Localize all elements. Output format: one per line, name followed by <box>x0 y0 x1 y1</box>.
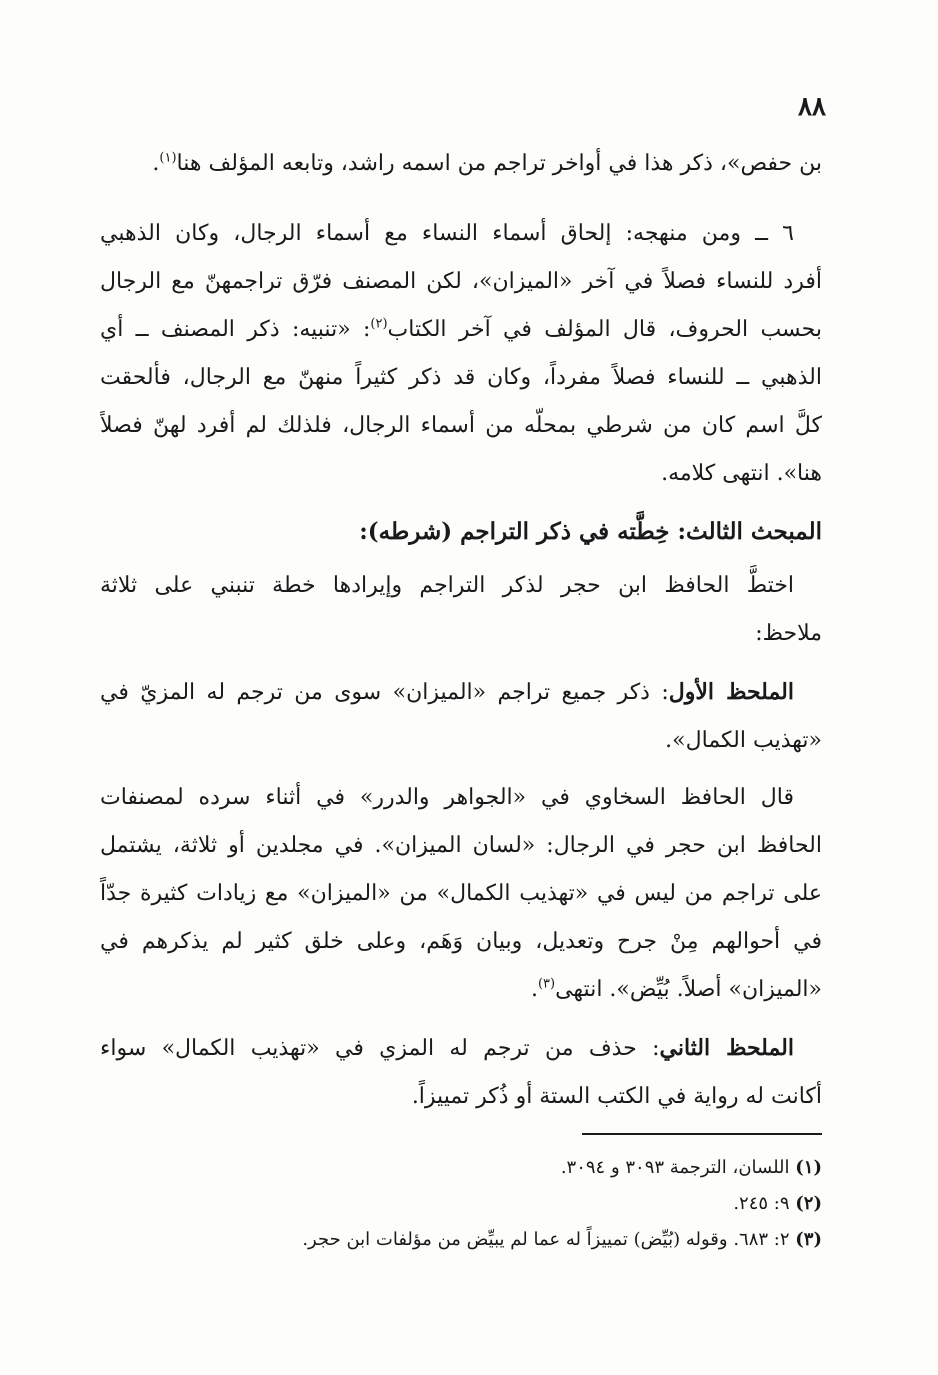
second-note-label: الملحظ الثاني <box>659 1035 794 1061</box>
text-line <box>100 306 822 354</box>
paragraph-first-note <box>100 668 822 765</box>
text-span: بحسب الحروف، قال المؤلف في آخر الكتاب <box>387 317 822 342</box>
text-line: «تهذيب الكمال». <box>665 728 822 753</box>
footnote-3 <box>100 1222 822 1258</box>
text-line: هنا». انتهى كلامه. <box>661 461 822 486</box>
text-line: قال الحافظ السخاوي في «الجواهر والدرر» في أثناء سرده لمصنفات <box>100 785 794 810</box>
footnote-number: (١) <box>795 1157 822 1178</box>
text-span: : حذف من ترجم له المزي في «تهذيب الكمال» سواء <box>100 1036 660 1061</box>
text-span: بن حفص»، ذكر هذا في أواخر تراجم من اسمه راشد، وتابعه المؤلف هنا <box>176 151 822 176</box>
text-line: على تراجم من ليس في «تهذيب الكمال» من «الميزان» مع زيادات كثيرة جدّاً <box>100 881 822 906</box>
text-line: الحافظ ابن حجر في الرجال: «لسان الميزان». في مجلدين أو ثلاثة، يشتمل <box>100 833 822 858</box>
paragraph-second-note <box>100 1024 822 1121</box>
text-line: ٦ ــ ومن منهجه: إلحاق أسماء النساء مع أسماء الرجال، وكان الذهبي <box>100 221 794 246</box>
footnote-text: ٩: ٢٤٥. <box>733 1193 790 1214</box>
footnote-number: (٢) <box>795 1193 822 1214</box>
footnote-divider <box>582 1133 822 1135</box>
footnote-text: اللسان، الترجمة ٣٠٩٣ و ٣٠٩٤. <box>560 1157 790 1178</box>
text-line: الذهبي ــ للنساء فصلاً مفرداً، وكان قد ذكر كثيراً منهنّ مع الرجال، فألحقت <box>100 365 822 390</box>
footnote-2 <box>100 1186 822 1222</box>
paragraph-sakhawi-quote <box>100 774 822 1014</box>
section-heading: المبحث الثالث: خِطَّته في ذكر التراجم (شرطه): <box>359 518 822 545</box>
paragraph-intro-plan <box>100 562 822 658</box>
footnote-text: ٢: ٦٨٣. وقوله (بُيِّض) تمييزاً له عما لم يبيِّض من مؤلفات ابن حجر. <box>302 1229 790 1250</box>
text-line <box>100 966 822 1014</box>
paragraph-method-6 <box>100 210 822 498</box>
text-line: في أحوالهم مِنْ جرح وتعديل، وبيان وَهَم، وعلى خلق كثير لم يذكرهم في <box>100 929 822 954</box>
text-line: اختطَّ الحافظ ابن حجر لذكر التراجم وإيرادها خطة تنبني على ثلاثة <box>100 573 794 598</box>
footnote-ref-3[interactable]: (٣) <box>537 976 556 992</box>
text-line <box>100 140 822 188</box>
text-span: : ذكر جميع تراجم «الميزان» سوى من ترجم له المزيّ في <box>100 680 669 705</box>
text-line <box>100 668 822 717</box>
footnote-ref-2[interactable]: (٢) <box>370 316 388 332</box>
text-line: ملاحظ: <box>755 621 822 646</box>
text-line: أكانت له رواية في الكتب الستة أو ذُكر تمييزاً. <box>411 1084 822 1109</box>
text-line: كلَّ اسم كان من شرطي بمحلّه من أسماء الرجال، فلذلك لم أفرد لهنّ فصلاً <box>100 413 822 438</box>
footnote-ref-1[interactable]: (١) <box>159 150 177 166</box>
text-line <box>100 1024 822 1073</box>
footnote-number: (٣) <box>795 1229 822 1250</box>
text-span: . <box>152 151 160 176</box>
footnotes <box>100 1150 822 1258</box>
page-number: ٨٨ <box>798 92 826 122</box>
text-span: : «تنبيه: ذكر المصنف ــ أي <box>100 317 371 342</box>
text-span: «الميزان» أصلاً. بُيِّض». انتهى <box>555 977 822 1002</box>
text-span: . <box>530 977 538 1002</box>
paragraph-continuation <box>100 140 822 188</box>
text-line: أفرد للنساء فصلاً في آخر «الميزان»، لكن المصنف فرّق تراجمهنّ مع الرجال <box>100 269 822 294</box>
first-note-label: الملحظ الأول <box>668 679 795 705</box>
footnote-1 <box>100 1150 822 1186</box>
